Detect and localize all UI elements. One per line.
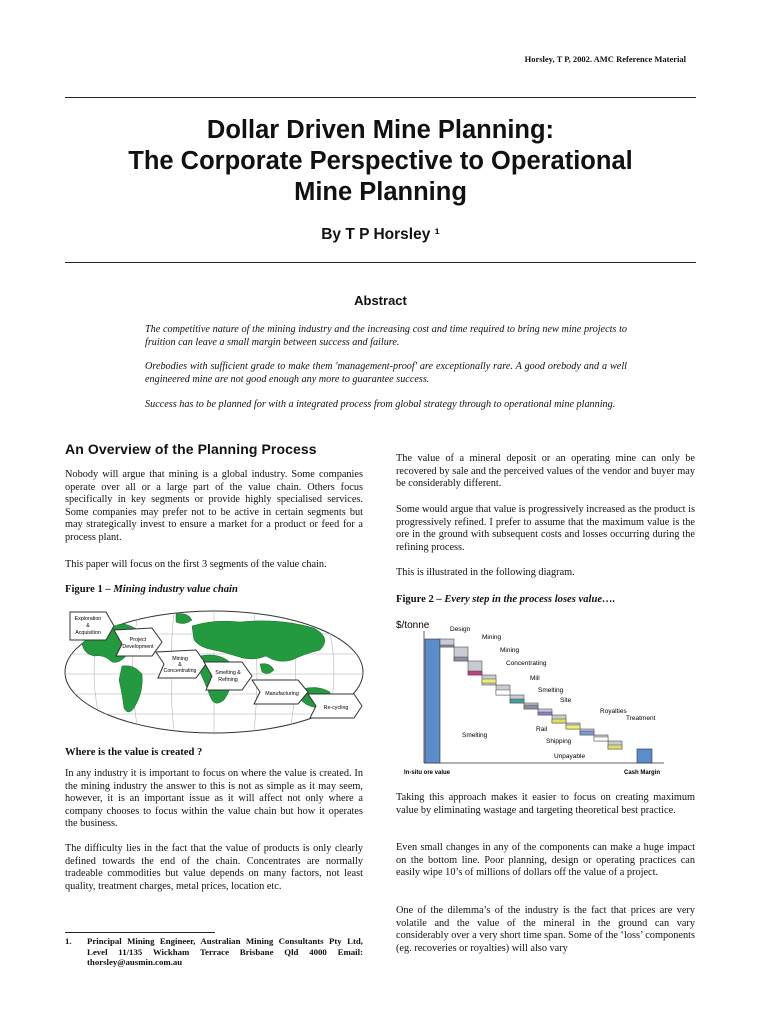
section-heading-overview: An Overview of the Planning Process xyxy=(65,441,317,457)
left-paragraph-4: The difficulty lies in the fact that the value of products is only clearly defined towards the end of the chain. Concentrates are normally tradeable commodities but value depends on many factors, not least quality, treatment charges, metal prices, location etc. xyxy=(65,843,363,892)
step-mining-concentrating xyxy=(156,650,206,678)
figure-1-label: Figure 1 – xyxy=(65,584,114,595)
label-mill: Mill xyxy=(530,675,540,682)
figure-1-caption xyxy=(65,584,363,595)
abstract-paragraph-1: The competitive nature of the mining industry and the increasing cost and time required to bring new mine projects to fruition can leave a small margin between success and failure. xyxy=(145,324,627,348)
bar-design xyxy=(440,639,454,647)
bar-shipping xyxy=(552,715,566,723)
svg-text:&: & xyxy=(86,623,90,629)
title-line-3: Mine Planning xyxy=(294,178,467,206)
bar-treatment xyxy=(594,735,608,741)
step-project-development xyxy=(114,628,162,656)
svg-text:Re-cycling: Re-cycling xyxy=(323,705,349,711)
label-unpayable: Unpayable xyxy=(554,753,586,760)
label-mining-1: Mining xyxy=(482,634,502,641)
title-line-2: The Corporate Perspective to Operational xyxy=(128,147,633,175)
bar-site xyxy=(524,703,538,709)
left-paragraph-2: This paper will focus on the first 3 segments of the value chain. xyxy=(65,559,327,570)
bar-mill xyxy=(496,685,510,695)
bar-royalties xyxy=(580,729,594,735)
svg-text:Smelting &: Smelting & xyxy=(215,670,241,676)
header-reference: Horsley, T P, 2002. AMC Reference Material xyxy=(524,54,686,64)
figure-2-waterfall-chart xyxy=(394,615,694,780)
bar-cash-margin xyxy=(637,749,652,763)
step-manufacturing xyxy=(252,680,308,704)
label-mining-2: Mining xyxy=(500,647,520,654)
left-paragraph-1: Nobody will argue that mining is a global industry. Some companies operate over all or a large part of the value chain. Others focus specifically in key segments or provide highly specialised services. Some companies may prefer not to be active in certain segments but may strategically invest to ensure a market for a product or feed for a process plant. xyxy=(65,469,363,543)
byline: By T P Horsley ¹ xyxy=(321,226,440,243)
label-smelting-1: Smelting xyxy=(538,687,564,694)
paper-title xyxy=(65,115,696,208)
figure-1-world-map xyxy=(64,604,364,736)
bar-unpayable xyxy=(608,741,622,749)
title-line-1: Dollar Driven Mine Planning: xyxy=(206,116,555,144)
bar-smelting-2 xyxy=(566,723,580,729)
bar-mining-2 xyxy=(468,661,482,675)
svg-text:Mining: Mining xyxy=(172,656,188,662)
right-paragraph-3: This is illustrated in the following diagram. xyxy=(396,567,575,578)
label-design: Design xyxy=(450,626,471,633)
label-concentrating: Concentrating xyxy=(506,660,547,667)
figure-1-title: Mining industry value chain xyxy=(113,584,238,595)
svg-text:Manufacturing: Manufacturing xyxy=(265,691,299,697)
bar-concentrating xyxy=(482,675,496,685)
xlabel-cash-margin: Cash Margin xyxy=(624,770,661,776)
label-royalties: Royalties xyxy=(600,708,627,715)
abstract-paragraph-3: Success has to be planned for with a integrated process from global strategy through to operational mine planning. xyxy=(145,399,616,410)
abstract-heading: Abstract xyxy=(354,293,407,308)
right-paragraph-5: Even small changes in any of the components can make a huge impact on the bottom line. Poor planning, design or operating practices can easily wipe 10’s of millions of dollars off the value of a project. xyxy=(396,842,695,878)
svg-text:Exploration: Exploration xyxy=(74,616,102,622)
label-treatment: Treatment xyxy=(626,715,656,722)
bar-mining-1 xyxy=(454,647,468,661)
svg-text:Project: Project xyxy=(129,637,147,643)
figure-2-label: Figure 2 – xyxy=(396,594,445,605)
footnote-rule xyxy=(65,932,215,933)
label-rail: Rail xyxy=(536,726,548,733)
left-paragraph-3: In any industry it is important to focus on where the value is created. In the mining industry the answer to this is not as simple as it may seem, however, it is an important issue as it will affect not only where a company chooses to focus within the value chain but how it operates the business. xyxy=(65,768,363,829)
right-paragraph-2: Some would argue that value is progressively increased as the product is progressively refined. I prefer to assume that the maximum value is the ore in the ground with subsequent costs and losses occurring during the refining process. xyxy=(396,504,695,553)
xlabel-in-situ: In-situ ore value xyxy=(404,770,451,776)
label-site: Site xyxy=(560,697,572,704)
title-bottom-rule xyxy=(65,262,696,263)
subheading-value-created: Where is the value is created ? xyxy=(65,747,203,758)
figure-2-title: Every step in the process loses value…. xyxy=(444,594,616,605)
svg-text:&: & xyxy=(178,662,182,668)
bar-rail xyxy=(538,709,552,715)
bar-in-situ-ore-value xyxy=(425,639,440,763)
step-recycling xyxy=(308,694,362,718)
right-paragraph-4: Taking this approach makes it easier to focus on creating maximum value by eliminating wastage and targeting theoretical best practice. xyxy=(396,792,695,816)
footnote-number: 1. xyxy=(65,936,72,946)
svg-text:Acquisition: Acquisition xyxy=(75,630,101,636)
top-rule xyxy=(65,97,696,98)
right-paragraph-1: The value of a mineral deposit or an operating mine can only be recovered by sale and the perceived values of the vendor and buyer may be considerably different. xyxy=(396,453,695,489)
step-exploration xyxy=(70,612,114,640)
svg-text:Concentrating: Concentrating xyxy=(163,668,197,674)
chart-ylabel: $/tonne xyxy=(396,620,430,631)
right-paragraph-6: One of the dilemma’s of the industry is the fact that prices are very volatile and the value of the mineral in the ground can vary considerably over a very short time span. Some of the ‘loss’ components (eg. recoveries or royalties) will also vary xyxy=(396,905,695,954)
abstract-paragraph-2: Orebodies with sufficient grade to make them 'management-proof' are exceptionally rare. A good orebody and a well engineered mine are not good enough any more to guarantee success. xyxy=(145,361,627,385)
label-shipping: Shipping xyxy=(546,738,572,745)
bar-smelting-1 xyxy=(510,695,524,703)
svg-text:Refining: Refining xyxy=(218,677,238,683)
figure-2-caption xyxy=(396,594,695,605)
label-smelting-2: Smelting xyxy=(462,732,488,739)
footnote-text: Principal Mining Engineer, Australian Mining Consultants Pty Ltd, Level 11/135 Wickham Terrace Brisbane Qld 4000 Email: thorsley@ausmin.com.au xyxy=(87,936,363,967)
svg-text:Development: Development xyxy=(122,644,154,650)
